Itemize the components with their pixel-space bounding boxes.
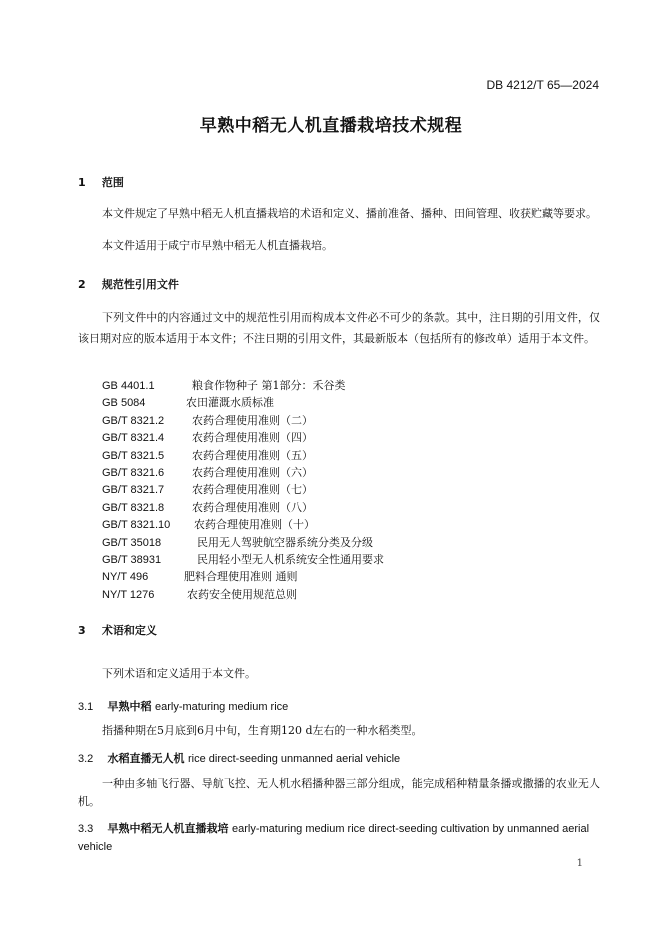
term-number: 3.2 xyxy=(78,753,94,765)
term-zh: 早熟中稻 xyxy=(107,700,152,713)
reference-title: 粮食作物种子 第1部分：禾谷类 xyxy=(192,379,346,392)
document-title: 早熟中稻无人机直播栽培技术规程 xyxy=(199,116,463,136)
reference-code: GB/T 8321.2 xyxy=(102,414,165,427)
reference-item xyxy=(102,516,384,533)
section-3-heading xyxy=(78,622,157,638)
reference-title: 农药合理使用准则（七） xyxy=(192,483,313,497)
reference-title: 农药合理使用准则（五） xyxy=(192,448,313,462)
reference-item xyxy=(102,447,384,464)
reference-code: GB/T 8321.8 xyxy=(102,501,165,514)
reference-title: 民用无人驾驶航空器系统分类及分级 xyxy=(197,535,373,549)
reference-code: GB/T 8321.4 xyxy=(102,432,165,445)
term-3-1-definition: 指播种期在5月底到6月中旬，生育期120 d左右的一种水稻类型。 xyxy=(102,724,423,737)
reference-title: 农药合理使用准则（六） xyxy=(192,465,313,479)
reference-code: NY/T 1276 xyxy=(102,588,155,601)
reference-item xyxy=(102,429,384,446)
reference-item xyxy=(102,534,384,551)
reference-item xyxy=(102,568,384,585)
term-zh: 早熟中稻无人机直播栽培 xyxy=(107,822,229,835)
page-number: 1 xyxy=(576,858,583,869)
reference-title: 农药安全使用规范总则 xyxy=(187,587,297,601)
reference-item xyxy=(102,551,384,568)
term-en: rice direct-seeding unmanned aerial vehicle xyxy=(188,753,401,765)
reference-item xyxy=(102,464,384,481)
reference-title: 农药合理使用准则（二） xyxy=(192,413,313,427)
reference-title: 农药合理使用准则（八） xyxy=(192,500,313,514)
reference-code: GB 5084 xyxy=(102,397,146,410)
reference-title: 农田灌溉水质标准 xyxy=(186,396,274,410)
term-3-2-definition: 一种由多轴飞行器、导航飞控、无人机水稻播种器三部分组成，能完成稻种精量条播或撒播的农业无人机。 xyxy=(78,777,600,808)
reference-title: 农药合理使用准则（十） xyxy=(194,518,315,532)
section-title: 术语和定义 xyxy=(101,624,157,637)
section-1-paragraph-1: 本文件规定了早熟中稻无人机直播栽培的术语和定义、播前准备、播种、田间管理、收获贮藏等要求。 xyxy=(102,207,597,220)
reference-code: GB/T 8321.6 xyxy=(102,466,165,479)
reference-code: GB/T 35018 xyxy=(102,536,162,549)
reference-code: GB/T 38931 xyxy=(102,553,162,566)
term-3-2-heading xyxy=(78,750,608,768)
reference-title: 肥料合理使用准则 通则 xyxy=(184,570,298,584)
term-en: early-maturing medium rice xyxy=(155,701,289,713)
section-title: 规范性引用文件 xyxy=(101,278,179,291)
reference-code: GB/T 8321.5 xyxy=(102,449,165,462)
term-number: 3.3 xyxy=(78,823,94,835)
section-2-paragraph-1: 下列文件中的内容通过文中的规范性引用而构成本文件必不可少的条款。其中，注日期的引用文件，仅该日期对应的版本适用于本文件；不注日期的引用文件，其最新版本（包括所有的修改单）适用于本文件。 xyxy=(78,311,600,345)
section-number: 2 xyxy=(78,278,86,291)
term-3-3-heading xyxy=(78,820,608,856)
reference-item xyxy=(102,377,384,394)
reference-item xyxy=(102,481,384,498)
normative-references-list xyxy=(102,377,384,603)
section-2-heading xyxy=(78,276,179,292)
reference-title: 农药合理使用准则（四） xyxy=(192,431,313,445)
reference-item xyxy=(102,586,384,603)
section-number: 1 xyxy=(78,176,86,189)
term-3-1-heading xyxy=(78,698,608,716)
reference-item xyxy=(102,499,384,516)
term-zh: 水稻直播无人机 xyxy=(107,752,185,765)
reference-code: NY/T 496 xyxy=(102,571,149,584)
section-3-paragraph-1: 下列术语和定义适用于本文件。 xyxy=(102,667,256,680)
standard-number: DB 4212/T 65—2024 xyxy=(486,78,599,92)
section-1-paragraph-2: 本文件适用于咸宁市早熟中稻无人机直播栽培。 xyxy=(102,239,333,252)
reference-code: GB/T 8321.10 xyxy=(102,519,171,532)
reference-code: GB/T 8321.7 xyxy=(102,484,165,497)
section-title: 范围 xyxy=(101,176,124,189)
reference-item xyxy=(102,412,384,429)
reference-item xyxy=(102,394,384,411)
term-en: early-maturing medium rice direct-seeding cultivation by unmanned aerial vehicle xyxy=(78,823,590,853)
section-number: 3 xyxy=(78,624,86,637)
section-1-heading xyxy=(78,174,124,190)
term-number: 3.1 xyxy=(78,701,94,713)
reference-title: 民用轻小型无人机系统安全性通用要求 xyxy=(197,552,384,566)
reference-code: GB 4401.1 xyxy=(102,380,155,392)
